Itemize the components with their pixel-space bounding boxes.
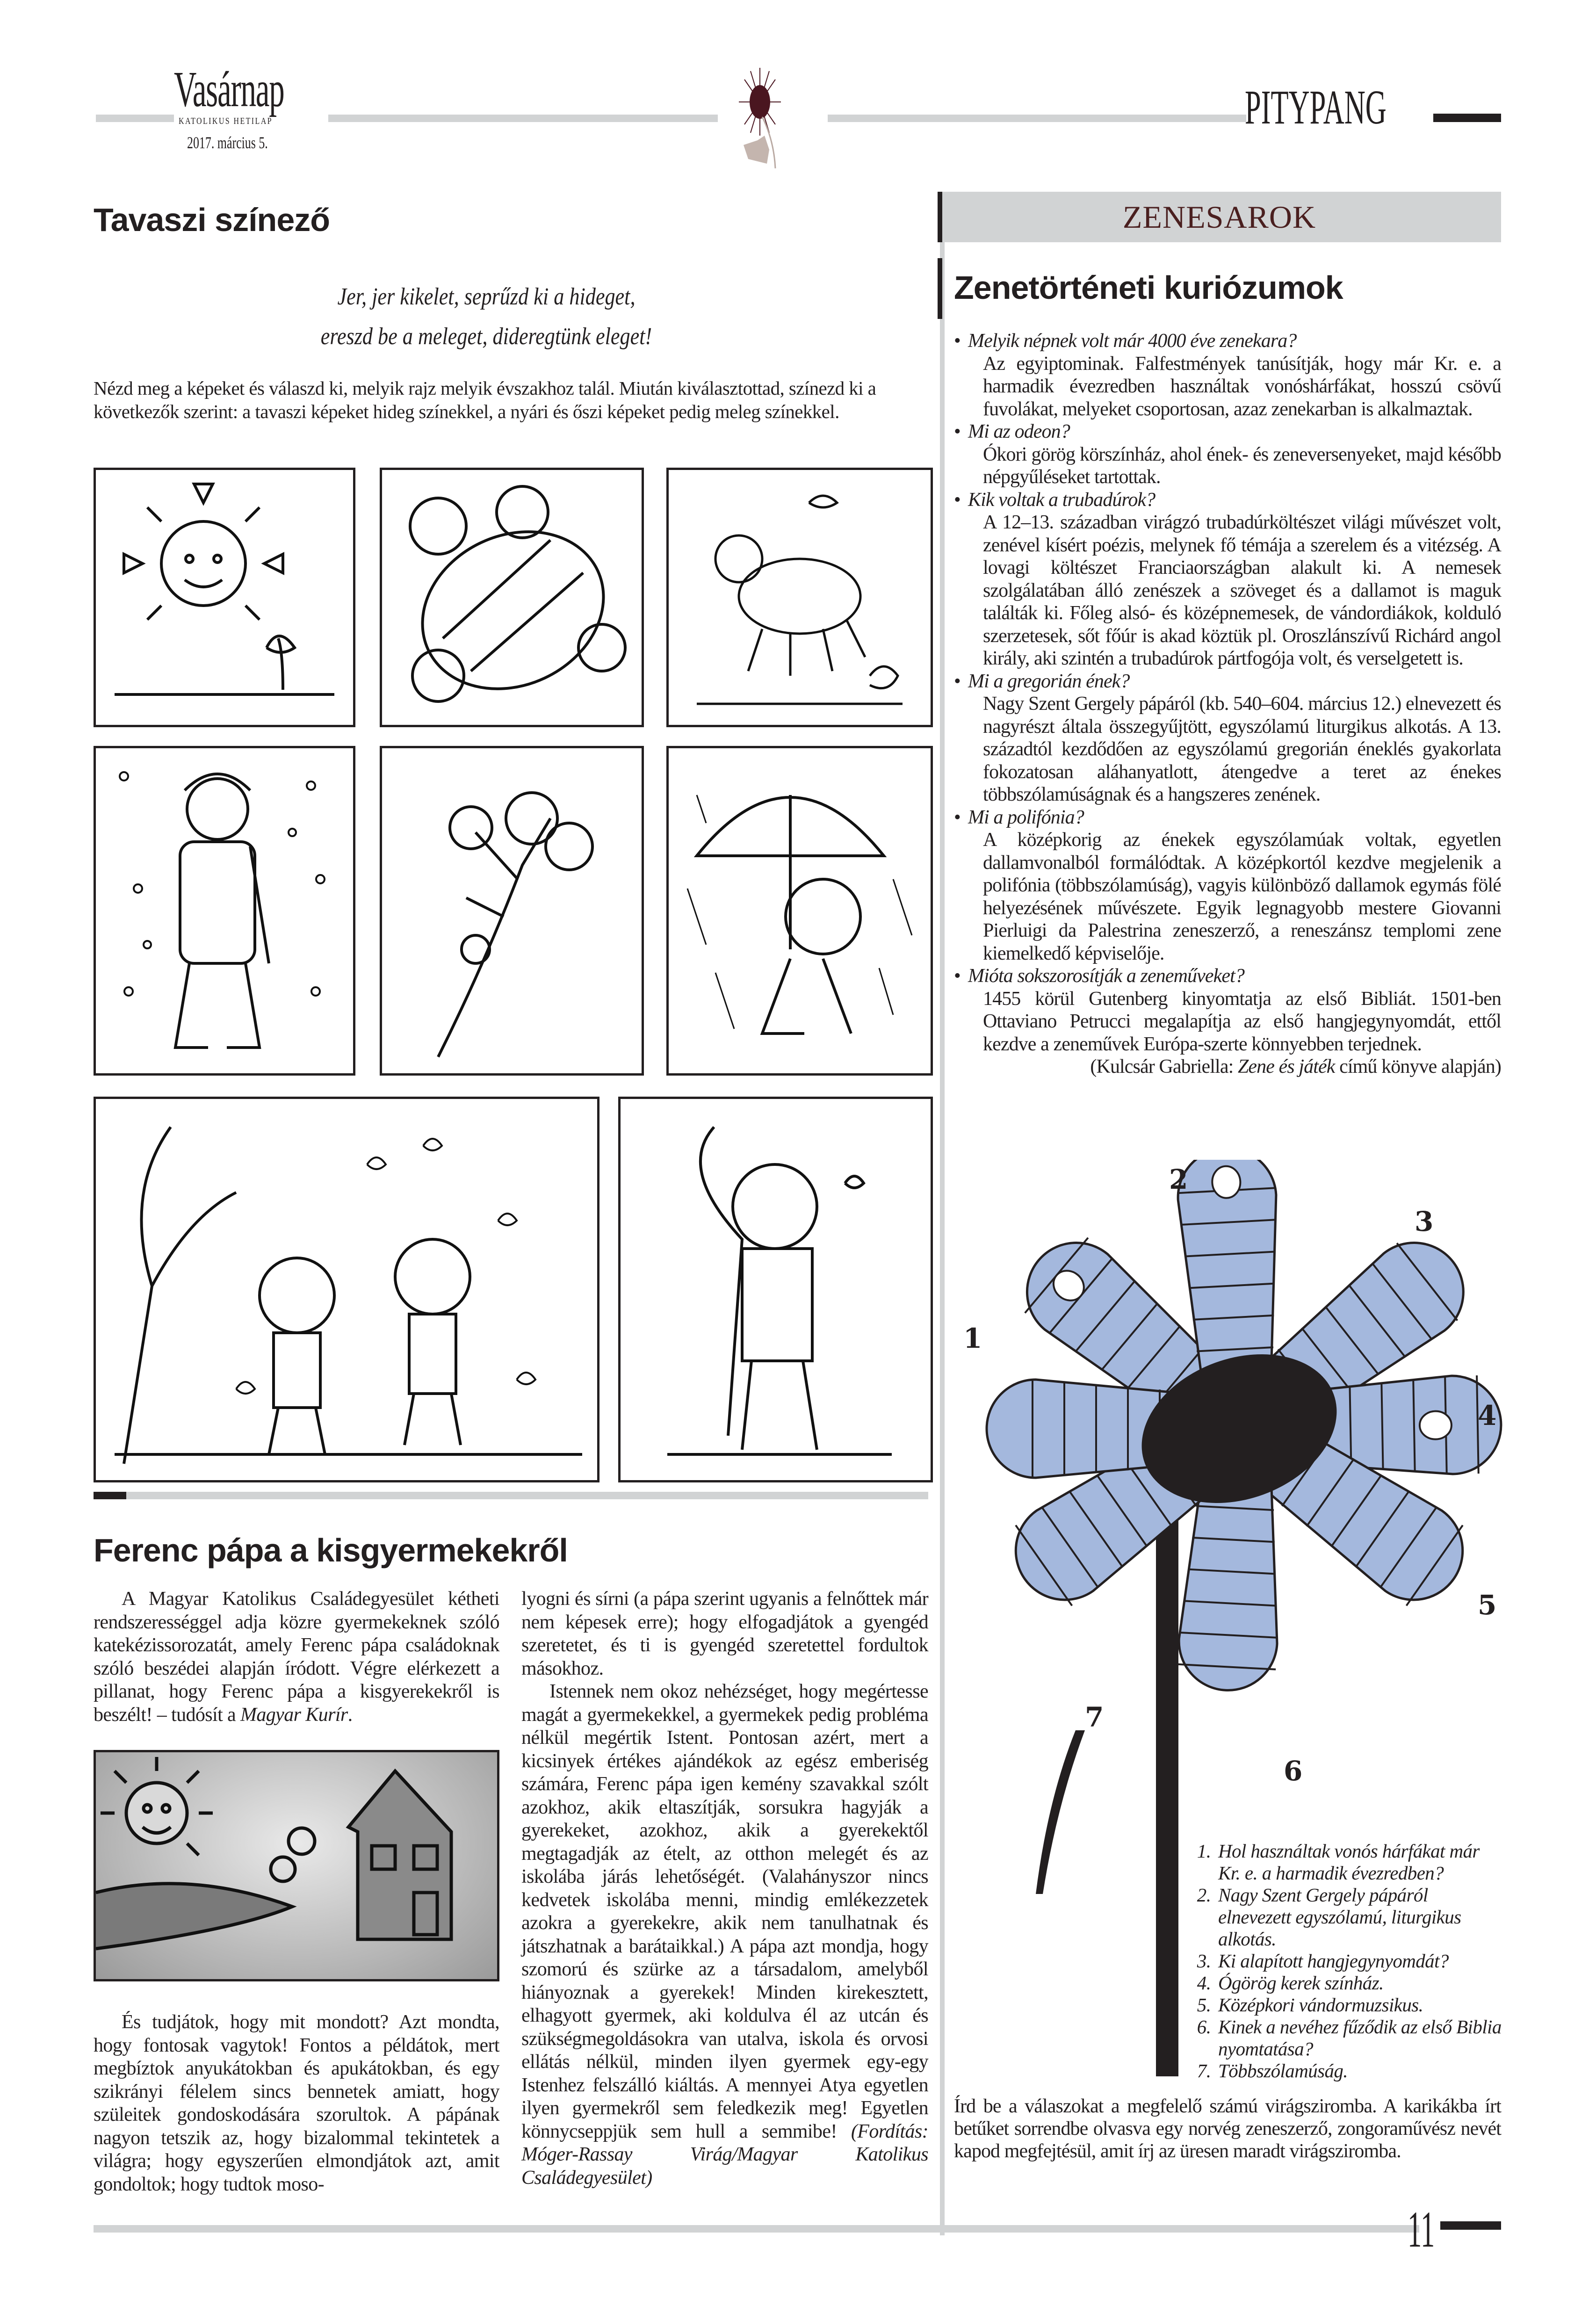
music-source xyxy=(954,1055,1501,1078)
qa-item xyxy=(954,489,1501,670)
qa-question xyxy=(954,806,1501,829)
coloring-picture-planting xyxy=(618,1097,933,1482)
page-number: 11 xyxy=(1408,2201,1435,2258)
answer-letter-circle[interactable] xyxy=(1419,1411,1452,1439)
quiz-item: 6. Kinek a nevéhez fűződik az első Biblia nyomtatása? xyxy=(1215,2016,1502,2060)
qa-question xyxy=(954,670,1501,693)
qa-question-text: Kik voltak a trubadúrok? xyxy=(968,489,1155,511)
music-section-banner xyxy=(938,192,1501,242)
article-rule-accent xyxy=(94,1492,126,1499)
qa-question xyxy=(954,489,1501,512)
petal-number: 4 xyxy=(1478,1400,1497,1431)
pope-credit: (Fordítás: Móger-Rassay Virág/Magyar Katolikus Családegyesület) xyxy=(521,2120,928,2189)
qa-answer: Az egyiptominak. Falfestmények tanúsítják, hogy már Kr. e. a harmadik évezredben használtak vonóshárfákat, hosszú csövű fuvolákat, melyeket csoportosan, azaz zenekarban is alkalmaztak. xyxy=(983,353,1501,420)
blossom-branch-drawing-icon xyxy=(382,748,642,1073)
music-qa-list xyxy=(954,330,1501,1078)
bullet-icon: • xyxy=(954,965,960,987)
title-accent xyxy=(938,258,942,319)
header-bar xyxy=(1433,114,1501,122)
coloring-picture-blossom xyxy=(380,746,644,1076)
pope-paragraph-3 xyxy=(521,1680,928,2190)
petal-number: 5 xyxy=(1478,1589,1497,1621)
dandelion-logo-icon xyxy=(729,65,823,168)
qa-answer: Nagy Szent Gergely pápáról (kb. 540–604. március 12.) elnevezett és nagyrészt általa összegyűjtött, egyszólamú liturgikus alkotás. A 13. századtól kezdődően az egyszólamú gregorián éneklés gyakorlata fokozatosan aláhanyatlott, átengedve a teret az énekes többszólamúságnak és a hangszeres zenének. xyxy=(983,693,1501,805)
sun-flower-drawing-icon xyxy=(96,470,353,725)
qa-answer: A középkorig az énekek egyszólamúak voltak, egyetlen dallamvonalból formálódtak. A középkortól kezdve megjelenik a polifónia (többszólamúság), vagyis különböző dallamok egymás fölé helyezésének művészete. Egyik legnagyobb mestere Giovanni Pierluigi da Palestrina zeneszerző, a reneszánsz templomi zene kiemelkedő képviselője. xyxy=(983,829,1501,964)
petal-number: 1 xyxy=(963,1323,982,1354)
header-rule-right xyxy=(828,115,1246,122)
poem-line: ereszd be a meleget, dideregtünk eleget! xyxy=(320,323,652,350)
music-section-title: ZENESAROK xyxy=(1122,199,1316,235)
flower-stem xyxy=(1156,1496,1178,2076)
coloring-picture-winter xyxy=(94,746,355,1076)
quiz-questions xyxy=(1194,1840,1502,2082)
bullet-icon: • xyxy=(954,806,960,828)
puzzle-instructions: Írd be a válaszokat a megfelelő számú virágsziromba. A karikákba írt betűket sorrendbe olvasva egy norvég zeneszerző, zongoraművész nevét kapod megfejtésül, amit írj az üresen maradt virágsziromba. xyxy=(954,2096,1501,2162)
child-drawing-image xyxy=(94,1750,499,1981)
coloring-instructions: Nézd meg a képeket és válaszd ki, melyik rajz melyik évszakhoz talál. Miután kiválasztottad, színezd ki a következők szerint: a tavaszi képeket hideg színekkel, a nyári és őszi képeket pedig meleg színekkel. xyxy=(94,377,876,422)
bullet-icon: • xyxy=(954,421,960,442)
pope-intro-text: A Magyar Katolikus Családegyesület kétheti rendszerességgel adja közre gyermekeknek szóló katekézissorozatát, amely Ferenc pápa családoknak szóló beszédei alapján íródott. Végre elérkezett a pillanat, hogy Ferenc pápa a kisgyerekekről is beszélt! – tudósít a xyxy=(94,1588,499,1726)
qa-answer: 1455 körül Gutenberg kinyomtatja az első Bibliát. 1501-ben Ottaviano Petrucci megalapítja az első hangjegynyomdát, ettől kezdve a zeneművek Európa-szerte könnyebben terjednek. xyxy=(983,988,1501,1055)
qa-question xyxy=(954,330,1501,353)
qa-item xyxy=(954,670,1501,806)
autumn-children-drawing-icon xyxy=(96,1099,597,1480)
logo xyxy=(174,62,328,132)
qa-question xyxy=(954,965,1501,988)
pope-intro-source: Magyar Kurír xyxy=(240,1704,348,1726)
pope-column-2 xyxy=(521,1588,928,2190)
qa-question-text: Mióta sokszorosítják a zeneműveket? xyxy=(968,965,1244,987)
petal-number: 7 xyxy=(1085,1701,1104,1733)
quiz-item: 3. Ki alapított hangjegynyomdát? xyxy=(1215,1950,1502,1972)
quiz-item: 1. Hol használtak vonós hárfákat már Kr. e. a harmadik évezredben? xyxy=(1215,1840,1502,1884)
qa-item xyxy=(954,806,1501,965)
umbrella-child-drawing-icon xyxy=(669,748,931,1073)
lamb-drawing-icon xyxy=(669,470,931,725)
logo-subtitle: KATOLIKUS HETILAP xyxy=(179,116,273,126)
source-prefix: (Kulcsár Gabriella: xyxy=(1090,1056,1238,1077)
boy-planting-tree-drawing-icon xyxy=(621,1099,931,1480)
pope-article-title: Ferenc pápa a kisgyermekekről xyxy=(94,1532,568,1568)
qa-question-text: Mi az odeon? xyxy=(968,421,1070,442)
quiz-item: 5. Középkori vándormuzsikus. xyxy=(1215,1994,1502,2016)
pope-paragraph-2: És tudjátok, hogy mit mondott? Azt mondta, hogy fontosak vagytok! Fontos a példátok, mert megbíztok anyukátokban és apukátokban, és egy szikrányi félelem sincs bennetek amiatt, hogy szüleitek gondoskodására szorultok. A pápának nagyon tetszik az, hogy bizalommal tekintetek a világra; hogy egyszerűen elmondjátok azt, amit gondoltok; hogy tudtok moso- xyxy=(94,2011,499,2195)
source-title: Zene és játék xyxy=(1237,1056,1335,1077)
quiz-item: 4. Ógörög kerek színház. xyxy=(1215,1972,1502,1994)
bullet-icon: • xyxy=(954,489,960,511)
qa-question-text: Mi a gregorián ének? xyxy=(968,670,1130,692)
quiz-item: 2. Nagy Szent Gergely pápáról elnevezett egyszólamú, liturgikus alkotás. xyxy=(1215,1884,1502,1950)
poem-line: Jer, jer kikelet, seprűzd ki a hideget, xyxy=(337,283,636,310)
coloring-picture-lamb xyxy=(666,468,933,727)
music-article-title: Zenetörténeti kuriózumok xyxy=(954,269,1343,306)
petal-number: 3 xyxy=(1415,1206,1434,1237)
petal-number: 6 xyxy=(1284,1755,1303,1787)
bullet-icon: • xyxy=(954,330,960,352)
qa-question xyxy=(954,420,1501,443)
qa-answer: A 12–13. században virágzó trubadúrköltészet világi művészet volt, zenével kísért poézis, melynek fő témája a szerelem és a vitézség. A lovagi költészet Franciaországban alakult ki. A nemesek szolgálatában álló zenészek a szöveget és a dallamot is maguk találták ki. Főleg alsó- és középnemesek, de vándordiákok, kolduló szerzetesek, sőt főúr is akad köztük pl. Oroszlánszívű Richárd angol király, aki szintén a trubadúrok pártfogója volt, és verselgetett is. xyxy=(983,512,1501,669)
coloring-picture-autumn xyxy=(94,1097,599,1482)
qa-item xyxy=(954,420,1501,489)
pope-intro xyxy=(94,1588,499,1727)
qa-question-text: Melyik népnek volt már 4000 éve zenekara? xyxy=(968,330,1297,352)
coloring-picture-egg xyxy=(380,468,644,727)
qa-item xyxy=(954,330,1501,420)
pope-paragraph-3-text: Istennek nem okoz nehézséget, hogy megértesse magát a gyermekekkel, a gyermekek pedig probléma nélkül megértik Istent. Pontosan azért, mert a kicsinyek értékes ajándékok az egész emberiség számára, Ferenc pápa igen kemény szavakkal szólt azokhoz, akik eltaszítják, sorsukra hagyják a gyerekeket, azokhoz, akik a gyerekektől megtagadják az ételt, az otthon melegét és az iskolába járás lehetőségét. (Valahányszor nincs kedvetek iskolába menni, mindig emlékezzetek azokra a gyerekekre, akik nem tanulhatnak és játszhatnak a barátaikkal.) A pápa azt mondja, hogy szomorú és szürke az a társadalom, amelyből hiányoznak a gyerekek! Minden kirekesztett, elhagyott gyermek, aki koldulva él az utcán és szükségmegoldásokra van utalva, iskola és orvosi ellátás nélkül, minden ilyen gyermek egy-egy Istenhez felszálló kiáltás. A mennyei Atya egyetlen ilyen gyermekről sem feledkezik meg! Egyetlen könnycseppjük sem hull a semmibe! xyxy=(521,1681,928,2142)
pope-intro-end: . xyxy=(347,1704,353,1726)
leaf-stroke xyxy=(1036,1730,1085,1894)
winter-child-drawing-icon xyxy=(96,748,353,1073)
easter-egg-drawing-icon xyxy=(382,470,642,725)
pope-paragraph-2-continued: lyogni és sírni (a pápa szerint ugyanis a felnőttek már nem képesek erre); hogy elfogadjátok a gyengéd szeretetet, és ti is gyengéd szeretettel fordultok másokhoz. xyxy=(521,1588,928,1679)
section-title: PITYPANG xyxy=(1245,80,1387,134)
petal-number: 2 xyxy=(1169,1164,1188,1195)
article-rule xyxy=(94,1492,928,1499)
coloring-title: Tavaszi színező xyxy=(94,202,330,238)
sun-house-children-drawing-icon xyxy=(96,1752,497,1979)
issue-date: 2017. március 5. xyxy=(187,133,268,152)
qa-question-text: Mi a polifónia? xyxy=(968,806,1084,828)
logo-name: Vasárnap xyxy=(174,62,284,117)
footer-bar xyxy=(1440,2221,1501,2230)
column-divider xyxy=(940,192,945,2235)
qa-answer: Ókori görög körszínház, ahol ének- és zeneversenyeket, majd később népgyűléseket tartottak. xyxy=(983,443,1501,488)
coloring-picture-sun xyxy=(94,468,355,727)
footer-rule xyxy=(94,2225,1419,2233)
answer-letter-circle[interactable] xyxy=(1212,1165,1241,1199)
coloring-picture-rain xyxy=(666,746,933,1076)
quiz-item: 7. Többszólamúság. xyxy=(1215,2060,1502,2082)
qa-item xyxy=(954,965,1501,1055)
source-suffix: című könyve alapján) xyxy=(1335,1056,1501,1077)
bullet-icon: • xyxy=(954,670,960,692)
